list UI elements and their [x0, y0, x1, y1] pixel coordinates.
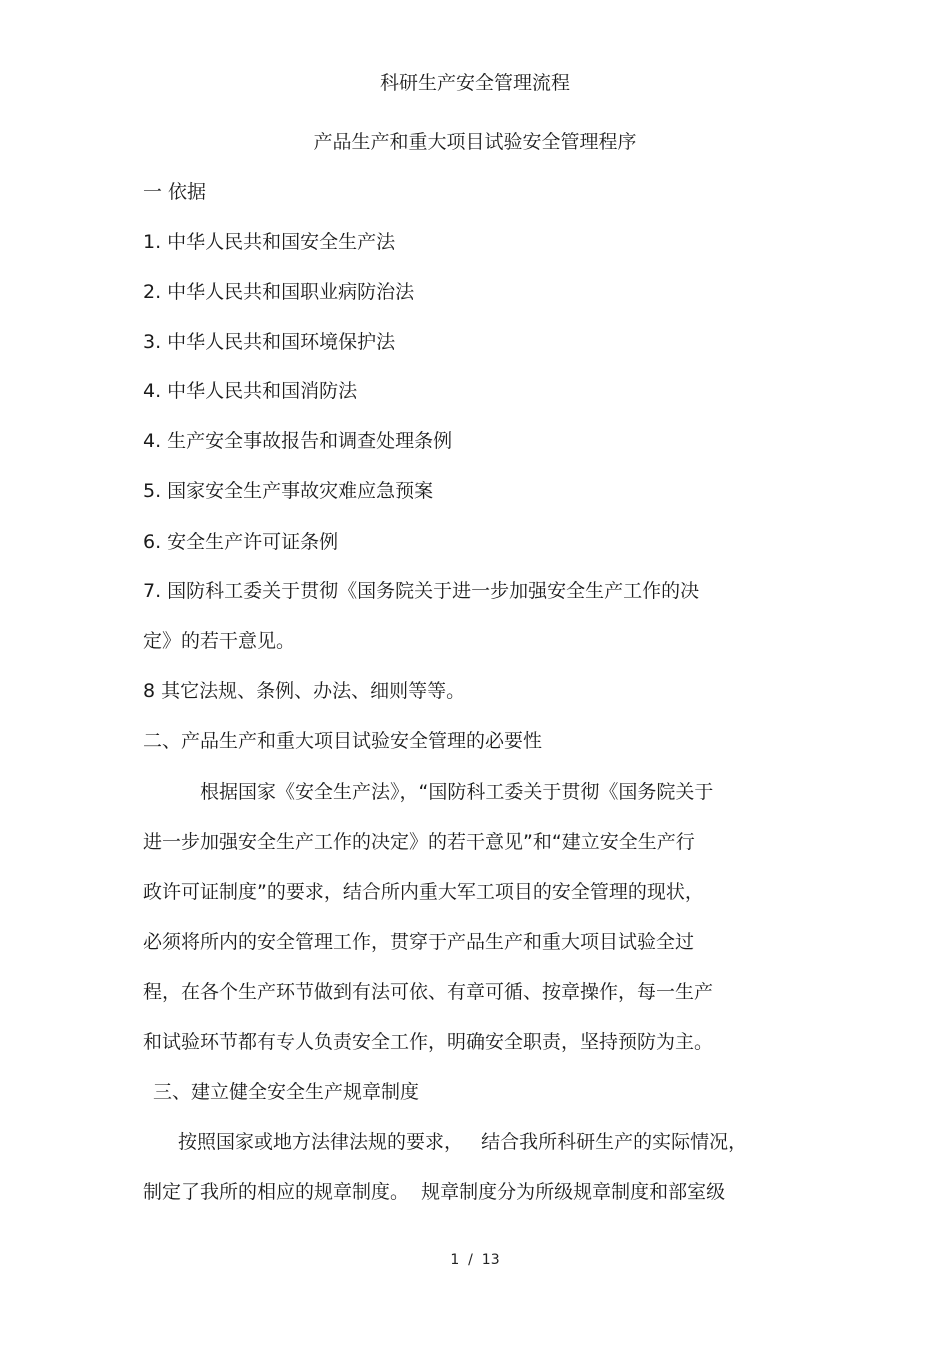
section-heading-basis: 一 依据	[143, 181, 207, 203]
list-item: 6. 安全生产许可证条例	[143, 531, 339, 553]
list-item: 4. 中华人民共和国消防法	[143, 380, 358, 402]
list-item: 1. 中华人民共和国安全生产法	[143, 231, 396, 253]
list-item-continuation: 定》的若干意见。	[143, 630, 296, 652]
section-heading-necessity: 二、产品生产和重大项目试验安全管理的必要性	[143, 730, 543, 752]
paragraph-line: 制定了我所的相应的规章制度。 规章制度分为所级规章制度和部室级	[143, 1181, 726, 1203]
paragraph-line: 根据国家《安全生产法》，“国防科工委关于贯彻《国务院关于	[200, 781, 714, 803]
list-item: 8 其它法规、条例、办法、细则等等。	[143, 680, 466, 702]
paragraph-line: 和试验环节都有专人负责安全工作，明确安全职责，坚持预防为主。	[143, 1031, 714, 1053]
page-indicator: 1 / 13	[450, 1252, 500, 1268]
list-item: 5. 国家安全生产事故灾难应急预案	[143, 480, 434, 502]
list-item: 4. 生产安全事故报告和调查处理条例	[143, 430, 453, 452]
paragraph-line: 按照国家或地方法律法规的要求， 结合我所科研生产的实际情况，	[178, 1131, 748, 1153]
document-title: 科研生产安全管理流程	[379, 72, 570, 94]
paragraph-line: 必须将所内的安全管理工作，贯穿于产品生产和重大项目试验全过	[143, 931, 695, 953]
list-item: 7. 国防科工委关于贯彻《国务院关于进一步加强安全生产工作的决	[143, 580, 700, 602]
paragraph-line: 进一步加强安全生产工作的决定》的若干意见”和“建立安全生产行	[143, 831, 695, 853]
paragraph-line: 程，在各个生产环节做到有法可依、有章可循、按章操作，每一生产	[143, 981, 714, 1003]
section-heading-regulations: 三、建立健全安全生产规章制度	[153, 1081, 420, 1103]
list-item: 2. 中华人民共和国职业病防治法	[143, 281, 415, 303]
list-item: 3. 中华人民共和国环境保护法	[143, 331, 396, 353]
paragraph-line: 政许可证制度”的要求，结合所内重大军工项目的安全管理的现状，	[143, 881, 704, 903]
document-subtitle: 产品生产和重大项目试验安全管理程序	[313, 131, 637, 153]
